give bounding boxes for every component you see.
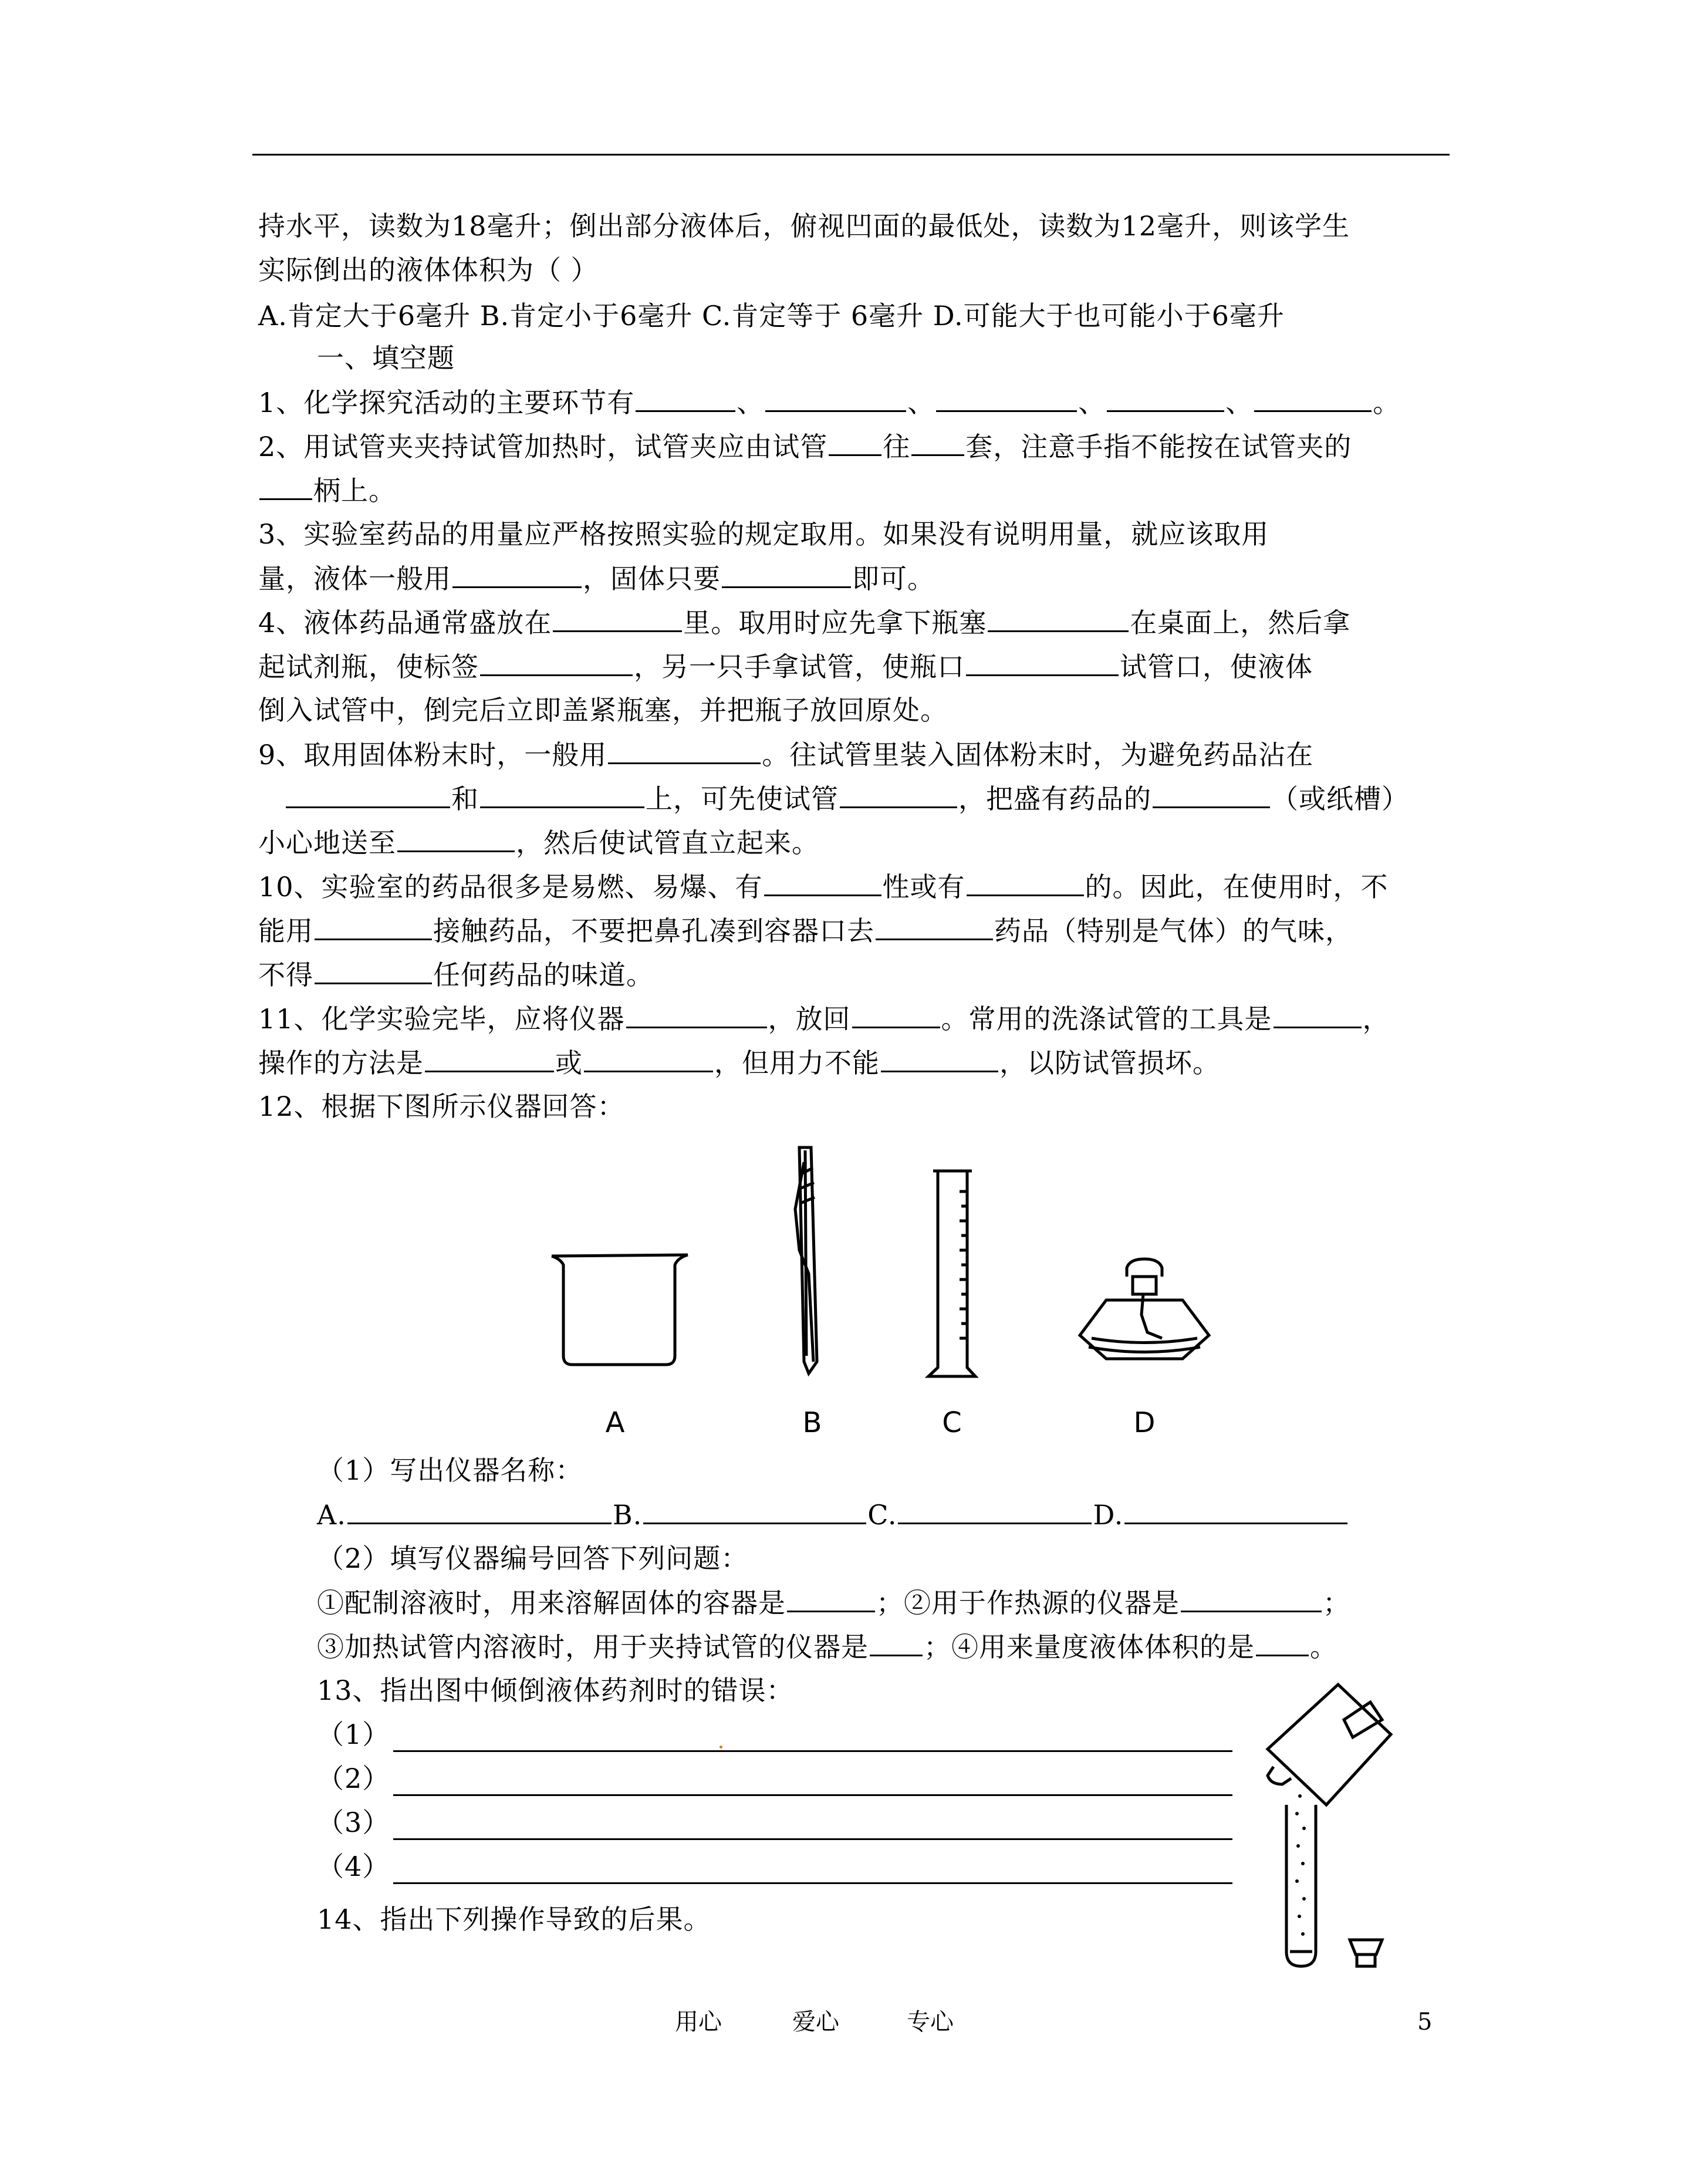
answer-line[interactable] bbox=[393, 1838, 1232, 1840]
q11-text: 。常用的洗涤试管的工具是 bbox=[941, 1003, 1272, 1035]
q10-text: 10、实验室的药品很多是易燃、易爆、有 bbox=[258, 871, 763, 903]
answer-blank[interactable] bbox=[829, 428, 881, 456]
q4-text: 在桌面上，然后拿 bbox=[1130, 607, 1351, 639]
footer-left: 用心 bbox=[675, 2009, 722, 2036]
apparatus-figure bbox=[528, 1139, 1408, 1444]
answer-blank[interactable] bbox=[643, 1497, 866, 1524]
q12-sub2 bbox=[317, 1629, 1337, 1665]
answer-blank[interactable] bbox=[988, 605, 1129, 632]
orange-dot bbox=[720, 1746, 722, 1748]
text-line: 实际倒出的液体体积为（ ） bbox=[258, 254, 599, 286]
answer-blank[interactable] bbox=[636, 384, 735, 412]
answer-blank[interactable] bbox=[898, 1497, 1092, 1524]
answer-blank[interactable] bbox=[840, 781, 957, 808]
answer-blank[interactable] bbox=[584, 1045, 713, 1072]
q9-text: （或纸槽） bbox=[1271, 783, 1409, 815]
q12-text: ； bbox=[1323, 1587, 1350, 1619]
q13-item: （2） bbox=[317, 1763, 390, 1794]
question-10 bbox=[258, 869, 1389, 904]
name-b-label: B. bbox=[612, 1499, 643, 1531]
q2-text: 2、用试管夹夹持试管加热时，试管夹应由试管 bbox=[258, 431, 828, 463]
q12-text: ①配制溶液时，用来溶解固体的容器是 bbox=[317, 1587, 786, 1619]
answer-blank[interactable] bbox=[626, 1001, 767, 1028]
q10-text: 药品（特别是气体）的气味， bbox=[994, 915, 1353, 947]
answer-blank[interactable] bbox=[881, 1045, 998, 1072]
answer-blank[interactable] bbox=[1124, 1497, 1347, 1524]
q10-text: 接触药品，不要把鼻孔凑到容器口去 bbox=[433, 915, 874, 947]
answer-blank[interactable] bbox=[966, 649, 1119, 676]
answer-blank[interactable] bbox=[452, 561, 582, 588]
answer-blank[interactable] bbox=[315, 913, 432, 940]
test-tube-icon bbox=[1286, 1805, 1316, 1966]
beaker-icon bbox=[552, 1255, 688, 1365]
sep: 、 bbox=[1078, 387, 1106, 418]
q9-text: 上，可先使试管 bbox=[646, 783, 839, 815]
q3-text: 量，液体一般用 bbox=[258, 563, 451, 595]
answer-blank[interactable] bbox=[1153, 781, 1270, 808]
q9-text: 9、取用固体粉末时，一般用 bbox=[258, 739, 607, 771]
question-9 bbox=[258, 737, 1313, 772]
question-9-cont bbox=[258, 825, 819, 860]
name-d-label: D. bbox=[1093, 1499, 1124, 1531]
sep: 、 bbox=[907, 387, 935, 418]
question-10-cont bbox=[258, 957, 654, 993]
q12-text: ；④用来量度液体体积的是 bbox=[924, 1631, 1255, 1663]
q11-text: ，但用力不能 bbox=[714, 1047, 880, 1079]
text-line: 持水平，读数为18毫升；倒出部分液体后，俯视凹面的最低处，读数为12毫升，则该学生 bbox=[258, 210, 1350, 242]
q12-text: ；②用于作热源的仪器是 bbox=[876, 1587, 1180, 1619]
answer-blank[interactable] bbox=[870, 1629, 923, 1656]
answer-blank[interactable] bbox=[425, 1045, 554, 1072]
footer-mid: 爱心 bbox=[792, 2009, 839, 2036]
header-rule bbox=[252, 154, 1450, 156]
answer-blank[interactable] bbox=[876, 913, 993, 940]
figure-label-d: D bbox=[1133, 1406, 1156, 1439]
question-12: 12、根据下图所示仪器回答： bbox=[258, 1091, 625, 1122]
answer-blank[interactable] bbox=[347, 1497, 612, 1524]
test-tube-holder-icon bbox=[795, 1147, 817, 1373]
liquid-drops-icon bbox=[1295, 1794, 1306, 1936]
answer-line[interactable] bbox=[393, 1750, 1232, 1752]
answer-blank[interactable] bbox=[967, 869, 1084, 896]
question-11 bbox=[258, 1001, 1390, 1037]
answer-blank[interactable] bbox=[315, 957, 432, 984]
question-2 bbox=[258, 428, 1352, 464]
question-2-cont bbox=[258, 472, 396, 508]
question-1 bbox=[258, 384, 1400, 420]
answer-blank[interactable] bbox=[722, 561, 851, 588]
q2-text: 柄上。 bbox=[313, 475, 396, 507]
answer-blank[interactable] bbox=[1254, 384, 1372, 412]
answer-blank[interactable] bbox=[1274, 1001, 1362, 1028]
bottle-stopper-icon bbox=[1350, 1940, 1382, 1966]
q12-sub1 bbox=[317, 1585, 1350, 1621]
q9-text: 和 bbox=[451, 783, 479, 815]
answer-line[interactable] bbox=[393, 1882, 1232, 1884]
q9-text: ，然后使试管直立起来。 bbox=[516, 827, 819, 859]
q11-text: 11、化学实验完毕，应将仪器 bbox=[258, 1003, 625, 1035]
answer-blank[interactable] bbox=[1107, 384, 1224, 412]
q9-text: ，把盛有药品的 bbox=[958, 783, 1151, 815]
answer-blank[interactable] bbox=[1181, 1585, 1322, 1612]
answer-blank[interactable] bbox=[787, 1585, 875, 1612]
answer-blank[interactable] bbox=[480, 781, 644, 808]
question-4-cont bbox=[258, 649, 1313, 684]
answer-blank[interactable] bbox=[286, 781, 450, 808]
q12-text: ③加热试管内溶液时，用于夹持试管的仪器是 bbox=[317, 1631, 869, 1663]
question-14: 14、指出下列操作导致的后果。 bbox=[317, 1903, 711, 1935]
answer-blank[interactable] bbox=[1256, 1629, 1309, 1656]
page-number: 5 bbox=[1417, 2009, 1433, 2036]
graduated-cylinder-icon bbox=[928, 1171, 975, 1376]
question-10-cont bbox=[258, 913, 1353, 948]
figure-label-c: C bbox=[942, 1406, 962, 1439]
q4-text: 4、液体药品通常盛放在 bbox=[258, 607, 552, 639]
q10-text: 性或有 bbox=[882, 871, 965, 903]
answer-blank[interactable] bbox=[553, 605, 682, 632]
q2-text: 套，注意手指不能按在试管夹的 bbox=[965, 431, 1352, 463]
answer-blank[interactable] bbox=[259, 472, 312, 500]
answer-blank[interactable] bbox=[852, 1001, 940, 1028]
q12-part2: （2）填写仪器编号回答下列问题： bbox=[317, 1542, 749, 1574]
q2-text: 往 bbox=[883, 431, 911, 463]
alcohol-lamp-icon bbox=[1080, 1259, 1209, 1359]
q1-text: 1、化学探究活动的主要环节有 bbox=[258, 387, 635, 418]
q11-text: ，以防试管损坏。 bbox=[999, 1047, 1220, 1079]
q10-text: 任何药品的味道。 bbox=[433, 959, 654, 991]
q4-text: ，另一只手拿试管，使瓶口 bbox=[634, 651, 965, 683]
end: 。 bbox=[1373, 387, 1401, 418]
answer-blank[interactable] bbox=[397, 825, 515, 852]
q12-names bbox=[317, 1497, 1349, 1532]
answer-blank[interactable] bbox=[480, 649, 633, 676]
answer-blank[interactable] bbox=[764, 869, 881, 896]
question-3-cont bbox=[258, 561, 935, 596]
question-9-cont bbox=[285, 781, 1409, 816]
q10-text: 的。因此，在使用时，不 bbox=[1085, 871, 1389, 903]
section-heading: 一、填空题 bbox=[317, 342, 455, 374]
question-13: 13、指出图中倾倒液体药剂时的错误： bbox=[317, 1675, 794, 1706]
footer-right: 专心 bbox=[907, 2009, 954, 2036]
q13-item: （4） bbox=[317, 1851, 390, 1882]
sep: 、 bbox=[1225, 387, 1254, 418]
q10-text: 不得 bbox=[258, 959, 313, 991]
answer-line[interactable] bbox=[393, 1794, 1232, 1796]
q9-text: 。往试管里装入固体粉末时，为避免药品沾在 bbox=[762, 739, 1314, 771]
q9-text: 小心地送至 bbox=[258, 827, 396, 859]
q13-item: （3） bbox=[317, 1807, 390, 1838]
answer-blank[interactable] bbox=[608, 737, 761, 764]
q12-text: 。 bbox=[1310, 1631, 1337, 1663]
name-a-label: A. bbox=[317, 1499, 346, 1531]
q11-text: ， bbox=[1362, 1003, 1390, 1035]
q4-text: 起试剂瓶，使标签 bbox=[258, 651, 479, 683]
name-c-label: C. bbox=[867, 1499, 897, 1531]
reagent-bottle-icon bbox=[1268, 1685, 1391, 1805]
q3-text: 即可。 bbox=[852, 563, 935, 595]
q4-text: 试管口，使液体 bbox=[1120, 651, 1313, 683]
figure-label-b: B bbox=[802, 1406, 822, 1439]
q10-text: 能用 bbox=[258, 915, 313, 947]
q4-text: 里。取用时应先拿下瓶塞 bbox=[683, 607, 987, 639]
figure-label-a: A bbox=[605, 1406, 625, 1439]
question-4 bbox=[258, 605, 1350, 640]
question-4-cont: 倒入试管中，倒完后立即盖紧瓶塞，并把瓶子放回原处。 bbox=[258, 694, 948, 726]
answer-blank[interactable] bbox=[936, 384, 1077, 412]
answer-blank[interactable] bbox=[911, 428, 964, 456]
pouring-figure bbox=[1256, 1679, 1408, 1978]
q3-text: ，固体只要 bbox=[583, 563, 721, 595]
q11-text: 或 bbox=[555, 1047, 583, 1079]
q11-text: ，放回 bbox=[768, 1003, 851, 1035]
question-11-cont bbox=[258, 1045, 1220, 1081]
text-line: A.肯定大于6毫升 B.肯定小于6毫升 C.肯定等于 6毫升 D.可能大于也可能小于6毫升 bbox=[258, 300, 1285, 332]
q12-part1: （1）写出仪器名称： bbox=[317, 1454, 583, 1486]
q11-text: 操作的方法是 bbox=[258, 1047, 424, 1079]
answer-blank[interactable] bbox=[765, 384, 906, 412]
question-3: 3、实验室药品的用量应严格按照实验的规定取用。如果没有说明用量，就应该取用 bbox=[258, 518, 1269, 550]
q13-item: （1） bbox=[317, 1719, 390, 1750]
sep: 、 bbox=[737, 387, 765, 418]
